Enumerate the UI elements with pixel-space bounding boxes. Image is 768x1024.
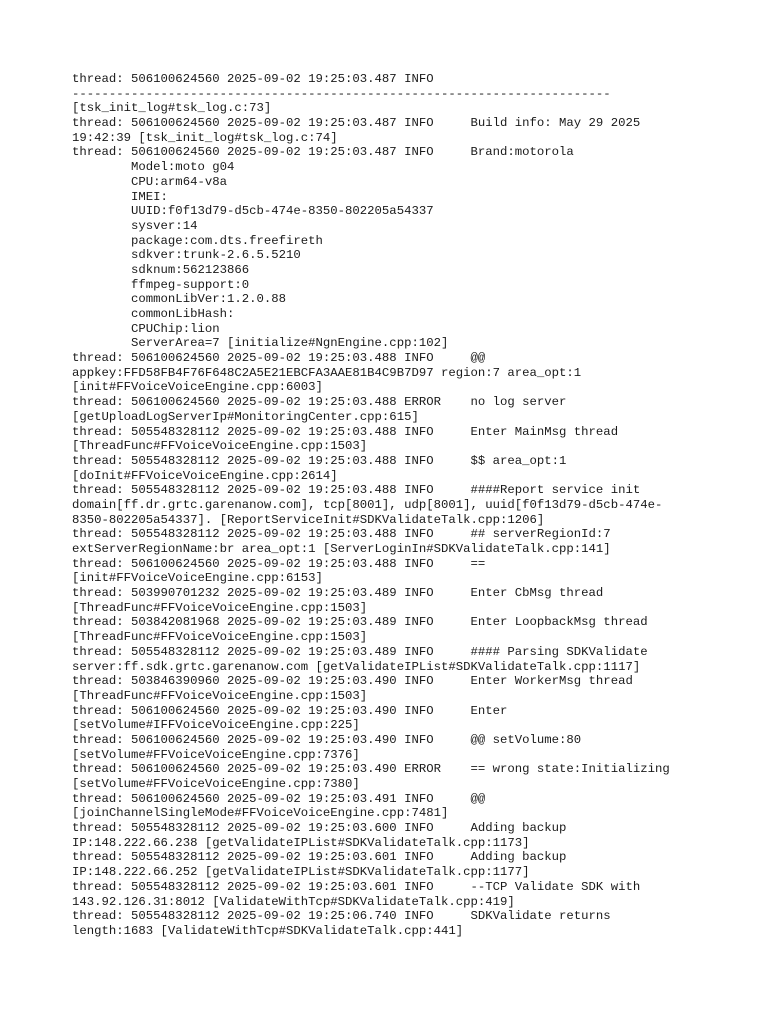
log-line: commonLibHash: [72, 307, 235, 321]
log-line: [setVolume#FFVoiceVoiceEngine.cpp:7376] [72, 747, 360, 762]
log-line: package:com.dts.freefireth [72, 233, 323, 248]
log-line: thread: 506100624560 2025-09-02 19:25:03.488 ERROR no log server [72, 395, 567, 410]
log-line: [doInit#FFVoiceVoiceEngine.cpp:2614] [72, 468, 338, 483]
log-line: thread: 506100624560 2025-09-02 19:25:03.488 INFO == [72, 556, 486, 571]
log-line: [joinChannelSingleMode#FFVoiceVoiceEngine.cpp:7481] [72, 806, 449, 821]
log-line: [ThreadFunc#FFVoiceVoiceEngine.cpp:1503] [72, 600, 368, 615]
log-line: thread: 505548328112 2025-09-02 19:25:03.600 INFO Adding backup [72, 821, 567, 836]
log-line: length:1683 [ValidateWithTcp#SDKValidateTalk.cpp:441] [72, 923, 464, 938]
log-line: CPU:arm64-v8a [72, 174, 227, 189]
log-line: commonLibVer:1.2.0.88 [72, 292, 287, 307]
log-line: thread: 505548328112 2025-09-02 19:25:03.489 INFO #### Parsing SDKValidate [72, 644, 648, 659]
log-line: [setVolume#FFVoiceVoiceEngine.cpp:7380] [72, 777, 360, 791]
log-line: domain[ff.dr.grtc.garenanow.com], tcp[8001], udp[8001], uuid[f0f13d79-d5cb-474e- [72, 497, 663, 512]
log-line: thread: 506100624560 2025-09-02 19:25:03.487 INFO Build info: May 29 2025 [72, 116, 641, 131]
log-line: IP:148.222.66.252 [getValidateIPList#SDKValidateTalk.cpp:1177] [72, 865, 530, 880]
log-line: thread: 503990701232 2025-09-02 19:25:03.489 INFO Enter CbMsg thread [72, 586, 604, 601]
log-line: thread: 506100624560 2025-09-02 19:25:03.487 INFO Brand:motorola [72, 145, 574, 160]
log-line: IMEI: [72, 189, 168, 204]
log-line: CPUChip:lion [72, 321, 220, 336]
log-line: 143.92.126.31:8012 [ValidateWithTcp#SDKValidateTalk.cpp:419] [72, 894, 515, 909]
log-line: thread: 506100624560 2025-09-02 19:25:03.491 INFO @@ [72, 791, 486, 806]
log-line: thread: 505548328112 2025-09-02 19:25:03.601 INFO --TCP Validate SDK with [72, 879, 641, 894]
log-line: thread: 506100624560 2025-09-02 19:25:03.490 ERROR == wrong state:Initializing [72, 762, 670, 777]
log-line: sdknum:562123866 [72, 262, 250, 277]
log-text-block [72, 72, 742, 939]
log-line: [init#FFVoiceVoiceEngine.cpp:6003] [72, 380, 323, 395]
log-line: thread: 506100624560 2025-09-02 19:25:03.490 INFO @@ setVolume:80 [72, 732, 582, 747]
log-line: server:ff.sdk.grtc.garenanow.com [getValidateIPList#SDKValidateTalk.cpp:1117] [72, 659, 641, 674]
log-line: [ThreadFunc#FFVoiceVoiceEngine.cpp:1503] [72, 630, 368, 645]
log-line: 19:42:39 [tsk_init_log#tsk_log.c:74] [72, 130, 338, 145]
log-line: thread: 506100624560 2025-09-02 19:25:03.487 INFO [72, 72, 434, 86]
log-line: thread: 505548328112 2025-09-02 19:25:03.488 INFO $$ area_opt:1 [72, 453, 567, 468]
log-line: [init#FFVoiceVoiceEngine.cpp:6153] [72, 571, 323, 586]
log-line: ffmpeg-support:0 [72, 277, 250, 292]
log-line: thread: 505548328112 2025-09-02 19:25:03.601 INFO Adding backup [72, 850, 567, 865]
log-line: [setVolume#IFFVoiceVoiceEngine.cpp:225] [72, 718, 360, 733]
log-line: thread: 506100624560 2025-09-02 19:25:03.488 INFO @@ [72, 351, 486, 366]
log-line: appkey:FFD58FB4F76F648C2A5E21EBCFA3AAE81B4C9B7D97 region:7 area_opt:1 [72, 365, 582, 380]
log-line: [tsk_init_log#tsk_log.c:73] [72, 101, 272, 116]
log-line: thread: 505548328112 2025-09-02 19:25:03.488 INFO ####Report service init [72, 483, 641, 498]
log-line: thread: 503846390960 2025-09-02 19:25:03.490 INFO Enter WorkerMsg thread [72, 674, 633, 689]
log-line: sdkver:trunk-2.6.5.5210 [72, 248, 301, 263]
log-line: thread: 505548328112 2025-09-02 19:25:03.488 INFO ## serverRegionId:7 [72, 527, 611, 542]
log-line: sysver:14 [72, 218, 198, 233]
log-line: extServerRegionName:br area_opt:1 [ServerLoginIn#SDKValidateTalk.cpp:141] [72, 542, 611, 556]
log-line: [getUploadLogServerIp#MonitoringCenter.cpp:615] [72, 409, 419, 424]
log-line: IP:148.222.66.238 [getValidateIPList#SDKValidateTalk.cpp:1173] [72, 835, 530, 850]
log-line: [ThreadFunc#FFVoiceVoiceEngine.cpp:1503] [72, 439, 368, 454]
log-line: thread: 503842081968 2025-09-02 19:25:03.489 INFO Enter LoopbackMsg thread [72, 615, 648, 630]
log-line: thread: 505548328112 2025-09-02 19:25:06.740 INFO SDKValidate returns [72, 909, 611, 924]
log-line: thread: 505548328112 2025-09-02 19:25:03.488 INFO Enter MainMsg thread [72, 424, 619, 439]
log-line: Model:moto g04 [72, 160, 235, 175]
log-line: thread: 506100624560 2025-09-02 19:25:03.490 INFO Enter [72, 703, 508, 718]
log-line: [ThreadFunc#FFVoiceVoiceEngine.cpp:1503] [72, 688, 368, 703]
log-line: UUID:f0f13d79-d5cb-474e-8350-802205a54337 [72, 204, 434, 219]
log-line: 8350-802205a54337]. [ReportServiceInit#SDKValidateTalk.cpp:1206] [72, 512, 545, 527]
log-line: ------------------------------------------------------------------------- [72, 86, 611, 101]
log-line: ServerArea=7 [initialize#NgnEngine.cpp:102] [72, 336, 449, 351]
